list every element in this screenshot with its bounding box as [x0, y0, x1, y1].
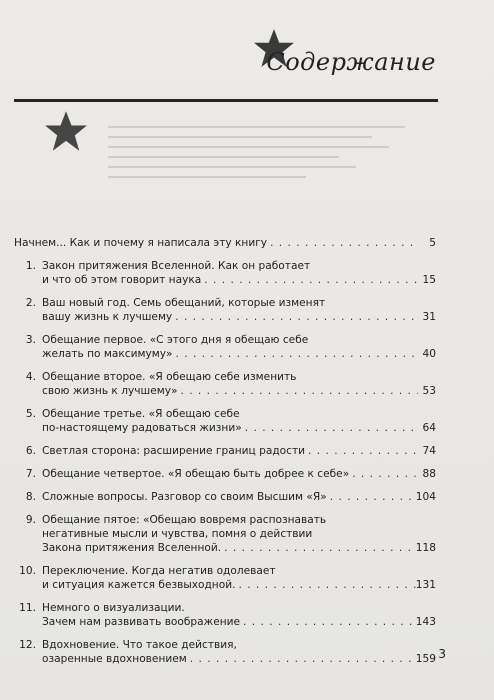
dot-leader — [201, 273, 418, 287]
toc-entry-title: Обещание третье. «Я обещаю себе — [42, 408, 240, 420]
toc-entry[interactable] — [14, 467, 436, 481]
dot-leader — [221, 541, 416, 555]
toc-entry-number: 1. — [25, 260, 36, 272]
toc-entry-number: 4. — [25, 371, 36, 383]
toc-page-number: 88 — [422, 468, 436, 480]
toc-entry-title: Сложные вопросы. Разговор со своим Высшим «Я» — [42, 491, 327, 503]
dot-leader — [172, 310, 418, 324]
title-underline — [14, 99, 438, 102]
toc-entry-title: свою жизнь к лучшему» — [42, 385, 178, 397]
toc-entry-title: и ситуация кажется безвыходной. — [42, 579, 236, 591]
toc-entry-title: Ваш новый год. Семь обещаний, которые изменят — [42, 297, 326, 309]
toc-entry[interactable] — [14, 370, 436, 398]
toc-page-number: 40 — [422, 348, 436, 360]
toc-entry-number: 2. — [25, 297, 36, 309]
toc-entry-title: Светлая сторона: расширение границ радости — [42, 445, 306, 457]
toc-page-number: 64 — [422, 422, 436, 434]
toc-entry-title: Начнем... Как и почему я написала эту книгу — [14, 237, 268, 249]
star-icon — [44, 110, 88, 152]
toc-page-number: 131 — [415, 579, 436, 591]
dot-leader — [172, 347, 418, 361]
toc-entry[interactable] — [14, 490, 436, 504]
toc-entry-number: 3. — [25, 334, 36, 346]
toc-entry-title: негативные мысли и чувства, помня о действии — [42, 528, 313, 540]
toc-entry-title: Зачем нам развивать воображение — [42, 616, 241, 628]
toc-page-number: 5 — [429, 237, 436, 249]
toc-entry-number: 6. — [25, 445, 36, 457]
toc-entry[interactable] — [14, 296, 436, 324]
toc-entry[interactable] — [14, 564, 436, 592]
toc-entry-number: 5. — [25, 408, 36, 420]
toc-entry-title: озаренные вдохновением — [42, 653, 187, 665]
dot-leader — [240, 615, 416, 629]
toc-entry[interactable] — [14, 638, 436, 666]
toc-page-number: 104 — [415, 491, 436, 503]
toc-entry-title: по-настоящему радоваться жизни» — [42, 422, 242, 434]
toc-entry[interactable] — [14, 513, 436, 555]
toc-entry-number: 10. — [19, 565, 36, 577]
toc-page-number: 15 — [422, 274, 436, 286]
toc-entry[interactable] — [14, 407, 436, 435]
toc-entry-number: 7. — [25, 468, 36, 480]
toc-entry-title: Вдохновение. Что такое действия, — [42, 639, 237, 651]
toc-entry-title: Немного о визуализации. — [42, 602, 185, 614]
dot-leader — [327, 490, 416, 504]
toc-page-number: 143 — [415, 616, 436, 628]
toc-entry-number: 8. — [25, 491, 36, 503]
toc-entry[interactable] — [14, 444, 436, 458]
toc-entry-title: и что об этом говорит наука — [42, 274, 202, 286]
dot-leader — [305, 444, 418, 458]
toc-page-number: 31 — [422, 311, 436, 323]
toc-page-number: 118 — [415, 542, 436, 554]
page-title: Содержание — [266, 48, 436, 76]
toc-page-number: 74 — [422, 445, 436, 457]
toc-page-number: 53 — [422, 385, 436, 397]
bleed-through-text — [108, 118, 438, 206]
dot-leader — [349, 467, 418, 481]
dot-leader — [242, 421, 418, 435]
toc-entry[interactable] — [14, 259, 436, 287]
toc-entry-intro[interactable] — [14, 236, 436, 250]
dot-leader — [187, 652, 416, 666]
toc-entry-number: 12. — [19, 639, 36, 651]
toc-page-number: 159 — [415, 653, 436, 665]
toc-entry-title: Обещание четвертое. «Я обещаю быть добрее к себе» — [42, 468, 350, 480]
dot-leader — [177, 384, 418, 398]
dot-leader — [267, 236, 418, 250]
toc-entry-title: желать по максимуму» — [42, 348, 173, 360]
toc-entry-title: Обещание второе. «Я обещаю себе изменить — [42, 371, 297, 383]
toc-entry-title: Обещание пятое: «Обещаю вовремя распознавать — [42, 514, 327, 526]
toc-entry[interactable] — [14, 333, 436, 361]
toc-entry[interactable] — [14, 601, 436, 629]
toc-entry-title: Закон притяжения Вселенной. Как он работает — [42, 260, 311, 272]
toc-entry-title: Закона притяжения Вселенной. — [42, 542, 222, 554]
dot-leader — [235, 578, 415, 592]
toc-entry-number: 11. — [19, 602, 36, 614]
page-number: 3 — [438, 647, 446, 661]
toc-entry-title: Обещание первое. «С этого дня я обещаю себе — [42, 334, 309, 346]
toc-entry-number: 9. — [25, 514, 36, 526]
table-of-contents — [14, 236, 436, 675]
toc-entry-title: Переключение. Когда негатив одолевает — [42, 565, 276, 577]
toc-entry-title: вашу жизнь к лучшему — [42, 311, 173, 323]
